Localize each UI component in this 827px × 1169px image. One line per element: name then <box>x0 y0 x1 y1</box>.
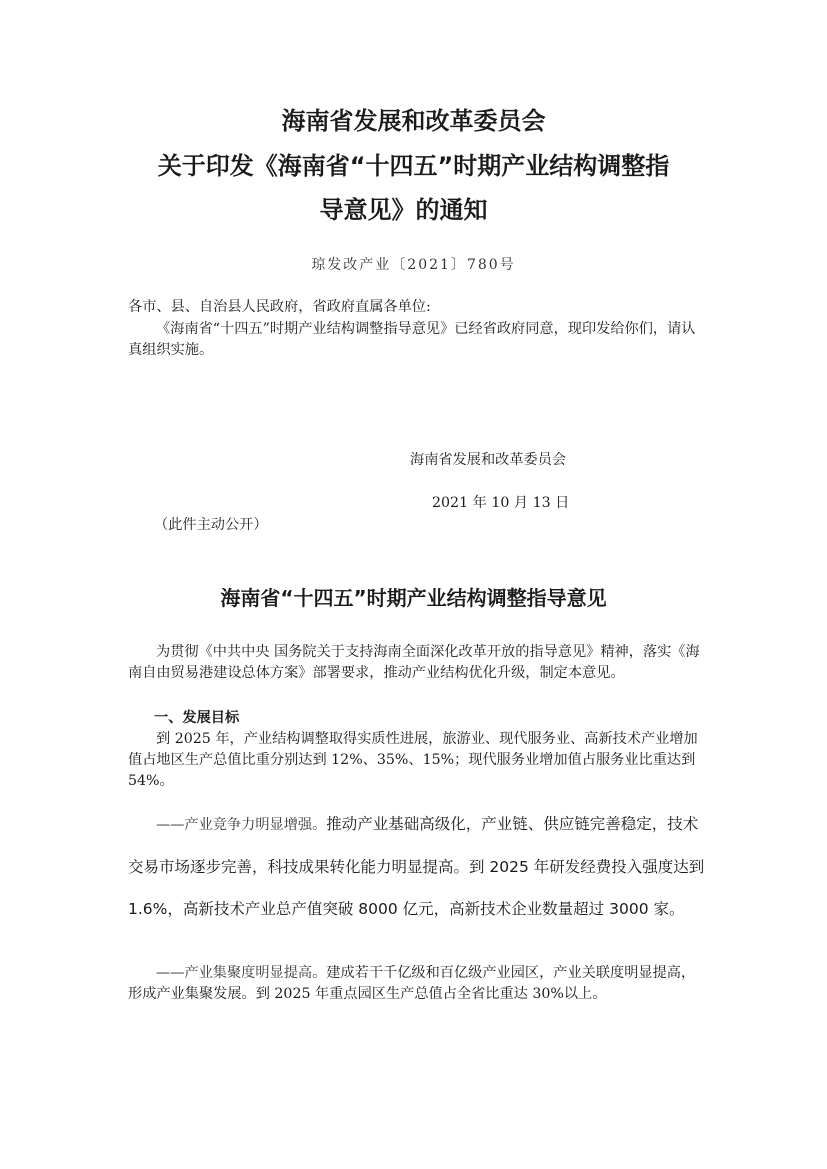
cluster-paragraph <box>128 963 708 1005</box>
disclosure-note: （此件主动公开） <box>154 517 268 533</box>
opinion-title: 海南省“十四五”时期产业结构调整指导意见 <box>220 586 607 610</box>
notice-title-line-3 <box>0 198 827 222</box>
cluster-text: 建成若干千亿级和百亿级产业园区，产业关联度明显提高，形成产业集聚发展。到 2025 年重点园区生产总值占全省比重达 30%以上。 <box>128 965 696 1002</box>
goal-paragraph: 到 2025 年，产业结构调整取得实质性进展，旅游业、现代服务业、高新技术产业增加值占地区生产总值比重分别达到 12%、35%、15%；现代服务业增加值占服务业比重达到 54%。 <box>128 731 698 789</box>
cluster-lead: ——产业集聚度明显提高。 <box>156 965 327 981</box>
section-heading-goals: 一、发展目标 <box>154 710 240 726</box>
notice-title-line-1: 海南省发展和改革委员会 <box>281 107 546 135</box>
competitiveness-lead: ——产业竞争力明显增强。 <box>156 817 327 833</box>
notice-title-line-3-text: 导意见》的通知 <box>319 196 488 224</box>
opinion-intro: 为贯彻《中共中央 国务院关于支持海南全面深化改革开放的指导意见》精神，落实《海南自由贸易港建设总体方案》部署要求，推动产业结构优化升级，制定本意见。 <box>128 644 700 681</box>
issue-date: 2021 年 10 月 13 日 <box>432 495 570 511</box>
document-number: 琼发改产业〔2021〕780号 <box>311 257 516 273</box>
notice-title-line-2: 关于印发《海南省“十四五”时期产业结构调整指 <box>157 152 670 180</box>
competitiveness-text: 推动产业基础高级化，产业链、供应链完善稳定，技术交易市场逐步完善，科技成果转化能力明显提高。到 2025 年研发经费投入强度达到 1.6%，高新技术产业总产值突破 8000 亿元，高新技术企业数量超过 3000 家。 <box>128 815 705 918</box>
competitiveness-paragraph <box>128 803 710 930</box>
addressee: 各市、县、自治县人民政府，省政府直属各单位: <box>128 299 431 315</box>
notice-body: 《海南省“十四五”时期产业结构调整指导意见》已经省政府同意，现印发给你们，请认真组织实施。 <box>128 321 696 358</box>
issuer-signature: 海南省发展和改革委员会 <box>410 452 567 468</box>
